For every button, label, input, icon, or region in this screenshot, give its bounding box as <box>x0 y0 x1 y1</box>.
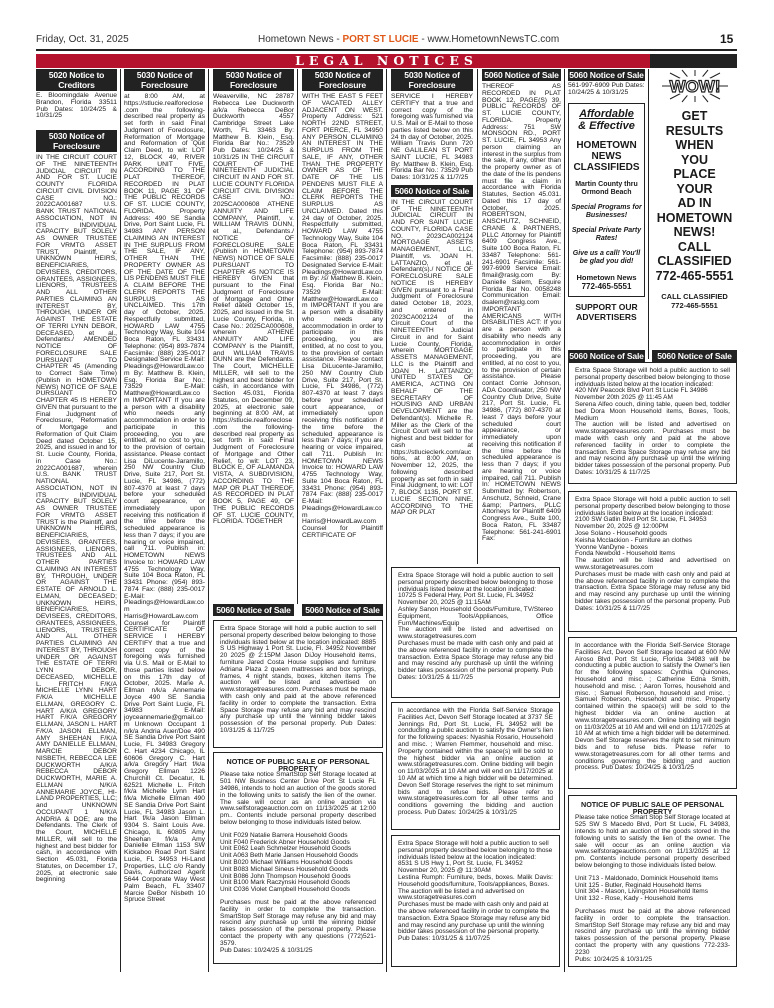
auction-date: November 20, 2025 @ 11:15AM <box>398 599 491 607</box>
notice-text: The auction will be listed and advertised on www.storagetreasures.com <box>398 626 553 641</box>
column-rule <box>120 69 121 972</box>
column-4 <box>302 69 383 601</box>
header-divider <box>36 49 737 51</box>
column-2 <box>124 69 205 972</box>
notice-text: In accordance with the Florida Self-Service Storage Facilities Act, Devon Self Storage located at 600 NW Airoso Blvd Port St Lucie, Florida 34983 will be conducting a public auction to satisfy the Owner's lien for the following spaces: Cynthia Quinones, Household and misc. ; Catherine Edna Smith, household and misc. ; Aaron Torres, household and misc. ; Samuel Roberson, household and misc. ; Samuel Roberson, Household and misc. Property contained within the space(s) will be sold to the highest bidder via an online auction at www.storagetreasures.com. Online bidding will begin on 11/03/2025 at 10 AM and will end on 11/17/2025 at 10 AM at which time a high bidder will be determined. Devon Self Storage reserves the right to set minimum bids and to refuse bids. Please refer to www.storagetreasures.com for all other terms and conditions governing the bidding and auction process. Pub Dates: 10/24/25 & 10/31/25 <box>575 642 730 772</box>
auction-items: Lestina Rumph: Furniture, beds, boxes. Malik Davis: Household goods/furniture, Tools/appliances, Boxes. <box>398 873 553 888</box>
notice-text: WITH THE EAST 5 FEET OF VACATED ALLEY ADJACENT ON WEST. Property Address: 521 NORTH 22ND STREET, FORT PIERCE, FL 34950 ANY PERSON CLAIMING AN INTEREST IN THE SURPLUS FROM THE SALE, IF ANY, OTHER THAN THE PROPERTY OWNER AS OF THE DATE OF THE LIS PENDENS MUST FILE A CLAIM BEFORE THE CLERK REPORTS THE SURPLUS AS UNCLAIMED. Dated this 24 day of October, 2025. Respectfully submitted, HOWARD LAW 4755 Technology Way, Suite 104 Boca Raton, FL 33431 Telephone: (954) 893-7874 Facsimile: (888) 235-0017 Designated Service E-Mail: Pleadings@HowardLaw.com By: /s/ Matthew B. Klein, Esq. Florida Bar No.: 73529 E-Mail: Matthew@HowardLaw.com IMPORTANT If you are a person with a disability who needs any accommodation in order to participate in this proceeding, you are entitled, at no cost to you, to the provision of certain assistance. Please contact Lisa DiLucente-Jaramillo, 250 NW Country Club Drive, Suite 217, Port St. Lucie, FL 34986, (772) 807-4370 at least 7 days before your scheduled court appearance, or immediately upon receiving this notification if the time before the scheduled appearance is less than 7 days; if you are hearing or voice impaired, call 711. Publish In: HOMETOWN NEWS Invoice to: HOWARD LAW 4755 Technology Way, Suite 104 Boca Raton, FL 33431 Phone: (954) 893-7874 Fax: (888) 235-0017 E-Mail: Pleadings@HowardLaw.com Harris@HowardLaw.com Counsel for Plaintiff CERTIFICATE OF <box>302 93 383 539</box>
column-3 <box>213 69 294 601</box>
auction-date: November 20, 2025 @ 12:00PM <box>575 523 669 531</box>
unit-item: Unit 132 - Rose, Kady - Household Items <box>575 895 694 903</box>
section-header: 5060 Notice of Sale <box>652 350 737 362</box>
notice-box-smartstop-macedo <box>568 795 737 967</box>
wow-sub-phone[interactable]: 772-465-5551 <box>671 301 718 310</box>
notice-text: Weaverville, NC 28787 Rebecca Lee Duckworth a/k/a Rebecca DeBor Duckworth 4557 Cambridge Street Lake Worth, FL 33463 By: Matthew B. Klein, Esq. Florida Bar No.: 73529 Pub Dates: 10/24/25 & 10/31/25 IN THE CIRCUIT COURT OF THE NINETEENTH JUDICIAL CIRCUIT IN AND FOR ST. LUCIE COUNTY FLORIDA CIRCUIT CIVIL DIVISION CASE NO.: 2025CA000608 ATHENE ANNUITY AND LIFE COMPANY, Plaintiff, v. WILLIAM TRAVIS DUNN, et al., Defendants./ NOTICE OF FORECLOSURE SALE (Publish in HOMETOWN NEWS) NOTICE OF SALE PURSUANT TO CHAPTER 45 NOTICE IS HEREBY GIVEN that pursuant to the Final Judgment of Foreclosure of Mortgage and Other Relief dated October 15, 2025, and issued in the St. Lucie County, Florida, in Case No.: 2025CA000608, wherein ATHENE ANNUITY AND LIFE COMPANY is the Plaintiff, and WILLIAM TRAVIS DUNN are the Defendants. The Court, MICHELLE MILLER, will sell to the highest and best bidder for cash, in accordance with Section 45.031, Florida Statutes, on December 09, 2025, at electronic sale beginning at 8:00 AM, at https://stlucie.realforeclose.com the following-described real property as set forth in said Final Judgment of Foreclosure of Mortgage and Other Relief, to wit: LOT 23, BLOCK E, OF ALAMANDA VISTA, A SUBDIVISION, ACCORDING TO THE MAP OR PLAT THEREOF, AS RECORDED IN PLAT BOOK 5, PAGE 49, OF THE PUBLIC RECORDS OF ST. LUCIE COUNTY, FLORIDA. TOGETHER <box>213 93 294 526</box>
section-header: 5060 Notice of Sale <box>302 604 383 616</box>
section-header: 5030 Notice of Foreclosure <box>213 69 294 91</box>
notice-text: The auction will be listed and advertised on www.storagetreasures.com <box>575 557 730 571</box>
section-header: 5030 Notice of Foreclosure <box>36 130 117 152</box>
notice-text: THEREOF AS RECORDED IN PLAT BOOK 12, PAGE(S) 39, PUBLIC RECORDS OF ST. LUCIE COUNTY, FLORIDA. Property Address: 751 SW MONSOON RD., PORT ST. LUCIE, FL 34953 Any person claiming an interest in the surplus from the sale, if any, other than the property owner as of the date of the lis pendens must file a claim in accordance with Florida Statutes, Section 45.031. Dated this 17 day of October, 2025. ROBERTSON, ANSCHUTZ, SCHNEID, CRANE & PARTNERS, PLLC Attorney for Plaintiff 6409 Congress Ave., Suite 100 Boca Raton, FL 33487 Telephone: 561-241-6901 Facsimile: 561-997-6909 Service Email: flmail@raslg.com By: Danielle Salem, Esquire Florida Bar No. 0058248 Communication Email: dsalem@raslg.com IMPORTANT AMERICANS WITH DISABILITIES ACT: If you are a person with a disability who needs any accommodation in order to participate in this proceeding, you are entitled, at no cost to you, to the provision of certain assistance. Please contact Corrie Johnson, ADA Coordinator, 250 NW Country Club Drive, Suite 217, Port St. Lucie, FL 34986, (772) 807-4370 at least 7 days before your scheduled court appearance, or immediately upon receiving this notification if the time before the scheduled appearance is less than 7 days; if you are hearing or voice impaired, call 711. Publish In: HOMETOWN NEWS Submitted by: Robertson, Anschutz, Schneid, Crane &amp; Partners, PLLC Attorneys for Plaintiff 6409 Congress Ave., Suite 100, Boca Raton, FL 33487 Telephone: 561-241-6901 Fax: <box>482 83 561 543</box>
notice-text: Extra Space Storage will hold a public auction to sell personal property described below belonging to those individuals listed below at the location indicated: <box>575 367 730 388</box>
notice-text: Extra Space Storage will hold a public auction to sell personal property described below belonging to those individuals listed below at the location indicated: <box>575 496 730 517</box>
unit-item: Unit B100 Mark Raczynski Household Goods <box>220 879 351 887</box>
section-header: 5030 Notice of Foreclosure <box>124 69 205 91</box>
notice-title: NOTICE OF PUBLIC SALE OF PERSONAL PROPERTY <box>581 800 724 817</box>
section-header: 5060 Notice of Sale <box>213 604 294 616</box>
legal-notices-banner <box>36 54 737 68</box>
notice-title: NOTICE OF PUBLIC SALE OF PERSONAL PROPERTY <box>226 757 370 774</box>
notice-text: Please take notice SmartStop Self Storage located at 501 NW Business Center Drive Port St Lucie FL 34986, intends to hold an auction of the goods stored in the following units to satisfy the lien of the owner. The sale will occur as an online auction via www.selfstorageauction.com on 11/13/2025 at 12:00 pm.. Contents include personal property described below belonging to those individuals listed below. <box>220 771 376 826</box>
notice-text: E. Bloomingdale Avenue Brandon, Florida 33511 Pub Dates: 10/24/25 & 10/31/25 <box>36 92 117 120</box>
notice-text: The auction will be listed a nd advertised on www.storagetreasures.com <box>398 887 525 902</box>
pub-dates: Pub Dates: 10/24/25 & 10/31/25 <box>220 946 313 954</box>
wow-classified-ad[interactable] <box>652 69 737 351</box>
notice-text: SERVICE I HEREBY CERTIFY that a true and correct copy of the foregoing was furnished via U.S. Mail or E-Mail to those parties listed below on this 24 th day of October, 2025. William Travis Dunn 720 NE GALILEAN ST PORT SAINT LUCIE, FL 34983 By: Matthew B. Klein, Esq. Florida Bar No.: 73529 Pub Dates: 10/31/25 & 11/7/25 <box>391 93 473 181</box>
section-header: 5030 Notice of Foreclosure <box>302 69 383 91</box>
section-header: 5020 Notice to Creditors <box>36 69 117 91</box>
column-5 <box>391 69 473 563</box>
auction-item: Jose Solano - Household goods <box>575 529 668 537</box>
wow-line: PLACE <box>673 167 716 181</box>
edition-name: PORT ST LUCIE <box>342 34 419 45</box>
unit-item: Unit B086 John Thompson Household Goods <box>220 872 351 880</box>
auction-address: 2100 SW Gatlin Blvd Port St. Lucie, FL 34953 <box>575 516 707 524</box>
notice-box-devon-airoso <box>568 637 737 789</box>
wow-line: WHEN <box>675 138 714 152</box>
ad-phone[interactable]: 772-465-5551 <box>581 281 632 291</box>
notice-text: Purchases must be made with cash only and paid at the above referenced facility in order to complete the transaction. Extra Space Storage may refuse any bid and may rescind any purchase up until the winning bidder takes possession of the personal property. Pub Dates: 10/31/25 & 11/7/25 <box>575 570 730 612</box>
affordable-classifieds-ad[interactable] <box>568 103 645 297</box>
notice-box-extra-space-10725 <box>391 567 560 698</box>
unit-item: Unit B020 Michael Williams Household Goods <box>220 858 353 866</box>
wow-line: YOUR <box>676 181 713 196</box>
notice-text: IN THE CIRCUIT COURT OF THE NINETEENTH JUDICIAL CIRCUIT IN AND FOR SAINT LUCIE COUNTY, FLORIDA CASE NO. 2023CA002124 MORTGAGE ASSETS MANAGEMENT, LLC, Plaintiff, vs. JOAN H. LATTANZIO, et al. Defendant(s)./ NOTICE OF FORECLOSURE SALE NOTICE IS HEREBY GIVEN pursuant to a Final Judgment of Foreclosure dated October 18, 2023, and entered in 2023CA002124 of the Circuit Court of the NINETEENTH Judicial Circuit in and for Saint Lucie County, Florida, wherein MORTGAGE ASSETS MANAGEMENT, LLC is the Plaintiff and JOAN H. LATTANZIO; UNITED STATES OF AMERICA, ACTING ON BEHALF OF THE SECRETARY OF HOUSING AND URBAN DEVELOPMENT are the Defendant(s). Michelle R. Miller as the Clerk of the Circuit Court will sell to the highest and best bidder for cash at https://stlucieclerk.com/auctions, at 8:00 AM, on November 12, 2025, the following described property as set forth in said Final Judgment, to wit: LOT 7, BLOCK 1135, PORT ST. LUCIE SECTION NINE, ACCORDING TO THE MAP OR PLAT <box>391 198 473 517</box>
notice-box-extra-space-8885 <box>213 620 383 748</box>
auction-item: Yvonne VanDyne - boxes <box>575 543 648 551</box>
wow-line: YOU <box>680 152 709 167</box>
section-header: 5030 Notice of Foreclosure <box>391 69 473 91</box>
notice-box-smartstop-business-center <box>213 752 383 964</box>
auction-items: Serena Alfeo couch, dining table, queen bed, toddler bed Dora Moon Household items, Boxes, Tools, Medium <box>575 400 730 422</box>
section-header: 5060 Notice of Sale <box>569 70 644 80</box>
website[interactable]: - www.HometownNewsTC.com <box>418 34 560 45</box>
unit-item: Unit C036 Violet Campbell Household Goods <box>220 886 350 894</box>
notice-text: In accordance with the Florida Self-Service Storage Facilities Act, Devon Self Storage located at 3737 SE Jennings Rd, Port St. Lucie, FL 34952 will be conducting a public auction to satisfy the Owner's lien for the following spaces: Nyashia Rosario, Household and misc. ; Warren Flemmer, household and misc. Property contained within the space(s) will be sold to the highest bidder via an online auction at www.storagetreasures.com. Online bidding will begin on 11/03/2025 at 10 AM and will end on 11/17/2025 at 10 AM at which time a high bidder will be determined. Devon Self Storage reserves the right to set minimum bids and to refuse bids. Please refer to www.storagetreasures.com for all other terms and conditions governing the bidding and auction process. Pub Dates: 10/24/25 & 10/31/25 <box>398 707 553 816</box>
ad-offer: Special Programs for Businesses! <box>571 203 642 219</box>
paper-name: Hometown News - <box>258 34 343 45</box>
notice-text: Please take notice Smart Stop Self Storage located at 525 SW S Macedo Blvd, Port St Lucie, FL 34983, intends to hold an auction of the goods stored in the following units to satisfy the lien of the owner. The sale will occur as an online auction via www.selfstorageauctions.com on 11/13/2025 at 12 pm. Contents include personal property described below belonging to those individuals listed below. <box>575 814 731 869</box>
svg-text:WOW!: WOW! <box>669 77 720 96</box>
unit-item: Unit F040 Frederick Abner Household Goods <box>220 838 350 846</box>
banner-title: LEGAL NOTICES <box>295 53 478 68</box>
auction-item: Fonda Newbold - Household Items <box>575 550 676 558</box>
issue-date: Friday, Oct. 31, 2025 <box>36 34 129 45</box>
auction-date: November 20th 2025 @ 11:45 AM <box>575 394 673 402</box>
column-rule <box>648 69 649 359</box>
wow-sub: CALL CLASSIFIED <box>661 292 728 301</box>
wow-line: CALL <box>677 239 712 254</box>
wow-phone[interactable]: 772-465-5551 <box>655 268 734 283</box>
column-rule <box>208 69 209 972</box>
column-rule <box>564 69 565 972</box>
column-rule <box>477 69 478 564</box>
wow-line: GET <box>681 109 708 123</box>
wow-line: NEWS! <box>673 225 716 239</box>
unit-item: Unit E062 Leah Schmelzer Household Goods <box>220 845 352 853</box>
wow-line: RESULTS <box>665 123 724 138</box>
notice-text: Purchases must be made with cash only and paid at the above referenced facility in order to complete the transaction. Extra Space Storage may refuse any bid and may rescind any purchase up until the winning bidder takes possession of the personal property. <box>398 901 551 936</box>
column-6 <box>482 69 561 563</box>
masthead-line <box>258 34 559 45</box>
auction-date: November 20, 2025 @ 11:30AM <box>398 867 491 875</box>
column-7 <box>568 69 645 359</box>
ad-headline: & Effective <box>578 119 635 132</box>
section-header: 5060 Notice of Sale <box>569 351 644 361</box>
notice-text: Extra Space Storage will hold a public auction to sell personal property described below belonging to those individuals listed below at the location indicated: 8885 S US Highway 1 Port St. Lucie, Fl. 34952 November 20 2025 @ 2:15PM Jason DiJoy Household items, furniture Jared Costa House supplies and furniture Adriana Plaza 2 queen mattresses and box springs, frames, 4 night stands, boxes, kitchen items The auction will be listed and advertised on www.storagetreasures.com. Purchases must be made with cash only and paid at the above referenced facility in order to complete the transaction. Extra Space Storage may refuse any bid and may rescind any purchase up until the winning bidder takes possession of the personal property. Pub Dates: 10/31/25 & 11/7/25 <box>220 625 376 734</box>
ad-title: HOMETOWN NEWS CLASSIFIEDS <box>573 139 640 173</box>
auction-address: 10725 S Federal Hwy, Port St. Lucie, FL 34952 <box>398 592 534 600</box>
notice-box-extra-space-2100 <box>568 491 737 632</box>
auction-items: Ashley Sanon Household Goods/Furniture, TV/Stereo Equipment, Tools/Appliances, Office Furn/Machines/Equip <box>398 605 553 627</box>
notice-text: The auction will be listed and advertised on www.storagetreasures.com. Purchases must be made with cash only and paid at the above referenced facility in order to complete the transaction. Extra Space Storage may refuse any bid and may rescind any purchase up until the winning bidder takes possession of the personal property. Pub Dates: 10/31/25 & 11/7/25 <box>575 421 730 476</box>
column-rule <box>297 69 298 604</box>
wow-starburst-icon <box>660 69 730 103</box>
wow-line: CLASSIFIED <box>657 254 732 268</box>
pub-dates: Pub Dates: 10/31/25 & 11/07/25 <box>398 935 491 943</box>
notice-box-extra-space-420 <box>568 362 737 484</box>
notice-text: Purchases must be paid at the above referenced facility in order to complete the transaction. SmartStop Self Storage may refuse any bid and may rescind any purchase up until the winning bidder takes possession of the personal property. Please contact the property with any questions (772)521-3579. <box>220 898 376 947</box>
auction-address: 8531 S US Hwy 1, Port St. Lucie, FL 34952 <box>398 860 523 868</box>
ad-coverage: Martin County thru Ormond Beach <box>575 180 638 196</box>
page-number: 15 <box>720 32 734 46</box>
notice-text: Extra Space Storage will hold a public auction to sell personal property described below belonging to those individuals listed below at the location indicated: <box>398 840 553 861</box>
notice-text: IN THE CIRCUIT COURT OF THE NINETEENTH JUDICIAL CIRCUIT IN AND FOR ST. LUCIE COUNTY FLORIDA CIRCUIT CIVIL DIVISION CASE NO.: 2022CA001687 U.S. BANK TRUST NATIONAL ASSOCIATION, NOT IN ITS INDIVIDUAL CAPACITY BUT SOLELY AS OWNER TRUSTEE FOR VRMTG ASSET TRUST, Plaintiff, v. UNKNOWN HEIRS, BENEFICIARIES, DEVISEES, CREDITORS, GRANTEES, ASSIGNEES, LIENORS, TRUSTEES AND ALL OTHER PARTIES CLAIMING AN INTEREST BY, THROUGH, UNDER OR AGAINST THE ESTATE OF TERRI LYNN DEBOR, DECEASED, et al., Defendants./ AMENDED NOTICE OF FORECLOSURE SALE PURSUANT TO CHAPTER 45 (Amending to Correct Sale Time) (Publish in HOMETOWN NEWS) NOTICE OF SALE PURSUANT TO CHAPTER 45 IS HEREBY GIVEN that pursuant to the Final Judgment of Foreclosure, Reformation of Mortgage and Reformation of Quit Claim Deed dated October 15, 2025, and issued in and for St. Lucie County, Florida, in Case No.: 2022CA001687, wherein U.S. BANK TRUST NATIONAL ASSOCIATION, NOT IN ITS INDIVIDUAL CAPACITY BUT SOLELY AS OWNER TRUSTEE FOR VRMTG ASSET TRUST is the Plaintiff, and UNKNOWN HEIRS, BENEFICIARIES, DEVISEES, GRANTEES, ASSIGNEES, LIENORS, TRUSTEES AND ALL OTHER PARTIES CLAIMING AN INTEREST BY, THROUGH, UNDER OR AGAINST THE ESTATE OF ARNOLD L. ELMAN, DECEASED; UNKNOWN HEIRS, BENEFICIARIES, DEVISEES, CREDITORS, GRANTEES, ASSIGNEES, LIENORS, TRUSTEES AND ALL OTHER PARTIES CLAIMING AN INTEREST BY, THROUGH UNDER OR AGAINST THE ESTATE OF TERRI LYNN DEBOR, DECEASED, MICHELLE L. FRITCH F/K/A MICHELLE LYNN HART F/K/A MICHELLE ELLMAN, GREGORY C. HART A/K/A GREGORY HART F/K/A GREGORY ELLMAN, JASON L. HART F/K/A JASON ELLMAN, AMY SHEEHAN F/K/A AMY DANIELLE ELLMAN, MARCIE DEBOR NISBETH, REBECCA LEE DUCKWORTH A/K/A REBECCA DEBOR DUCKWORTH, MARIE A. ELLMAN N/K/A ANNEMARIE JOYCE, HI-LAND PROPERTIES, LLC; and UNKNOWN OCCUPANT 1 N/K/A ANDRIA & DOE; are the Defendants. The Clerk of the Court, MICHELLE MILLER, will sell to the highest and best bidder for cash, in accordance with Section 45.031, Florida Statutes, on December 17, 2025, at electronic sale beginning <box>36 154 117 884</box>
notice-text: Purchases must be made with cash only and paid at the above referenced facility in order to complete the transaction. Extra Space Storage may refuse any bid and may rescind any purchase up until the winning bidder takes possession of the personal property. Pub Dates: 10/31/25 & 11/7/25 <box>398 639 553 681</box>
wow-line: HOMETOWN <box>656 210 733 225</box>
wow-line: AD IN <box>677 196 712 210</box>
support-advertisers: SUPPORT OUR ADVERTISERS <box>575 301 638 322</box>
column-1 <box>36 69 117 972</box>
section-header: 5060 Notice of Sale <box>482 69 561 81</box>
auction-item: Keisha Mcclackion - Furniture an clothes <box>575 536 693 544</box>
ad-brand: Hometown News <box>576 272 637 282</box>
ad-offer: Special Private Party Rates! <box>571 226 642 242</box>
pub-dates: Pubs: 10/24/25 & 10/31/25 <box>575 955 652 963</box>
notice-text: Purchases must be paid at the above referenced facility in order to complete the transaction. SmartStop Self Storage may refuse any bid and may rescind any purchase up until the winning bidder takes possession of the personal property. Please contact the property with any questions 772-233-2230 <box>575 907 730 956</box>
notice-text: Extra Space Storage will hold a public auction to sell personal property described below belonging to those individuals listed below at the location indicated: <box>398 572 553 593</box>
auction-address: 420 NW Peacock Blvd Port St Lucie FL 34986 <box>575 387 708 395</box>
notice-box-extra-space-8531 <box>391 835 560 967</box>
unit-item: Unit 304 - Mason, Livingston Household Items <box>575 888 708 896</box>
unit-item: Unit 125 - Butler, Reginald Household Items <box>575 881 702 889</box>
ad-callout: Give us a call! You'll be glad you did! <box>572 249 641 265</box>
ad-headline: Affordable <box>579 107 634 120</box>
unit-item: Unit A063 Beth Marie Jansen Household Goods <box>220 852 359 860</box>
unit-item: Unit 713 - Maldonado, Dominick Household Items <box>575 874 719 882</box>
notice-box-devon-jennings <box>391 702 560 830</box>
section-header: 5060 Notice of Sale <box>391 185 473 197</box>
column-rule <box>386 69 387 972</box>
unit-item: Unit F029 Natalie Barrera Household Goods <box>220 831 348 839</box>
notice-text: 561-997-6909 Pub Dates: 10/24/25 & 10/31/25 <box>568 82 645 96</box>
notice-text: at 8:00 AM, at https://stlucie.realforeclose.com the following-described real property as set forth in said Final Judgment of Foreclosure, Reformation of Mortgage and Reformation of Quit Claim Deed, to wit: LOT 12, BLOCK 49, RIVER PARK UNIT FIVE, ACCORDING TO THE PLAT THEREOF, RECORDED IN PLAT BOOK 11, PAGE 31 OF THE PUBLIC RECORDS OF ST. LUCIE COUNTY, FLORIDA. Property Address: 490 SE Sandia Drive, Port Saint Lucie, FL 34983 ANY PERSON CLAIMING AN INTEREST IN THE SURPLUS FROM THE SALE, IF ANY, OTHER THAN THE PROPERTY OWNER AS OF THE DATE OF THE LIS PENDENS MUST FILE A CLAIM BEFORE THE CLERK REPORTS THE SURPLUS AS UNCLAIMED. This 17th day of October, 2025. Respectfully submitted, HOWARD LAW 4755 Technology Way, Suite 104 Boca Raton, FL 33431 Telephone: (954) 893-7874 Facsimile: (888) 235-0017 Designated Service E-Mail: Pleadings@HowardLaw.com By: Matthew B. Klein, Esq. Florida Bar No.: 73529 E-Mail: Matthew@HowardLaw.com IMPORTANT If you are a person with a disability who needs any accommodation in order to participate in this proceeding, you are entitled, at no cost to you, to the provision of certain assistance. Please contact Lisa DiLucente-Jaramillo, 250 NW Country Club Drive, Suite 217, Port St. Lucie, FL 34986, (772) 807-4370 at least 7 days before your scheduled court appearance, or immediately upon receiving this notification if the time before the scheduled appearance is less than 7 days; if you are hearing or voice impaired, call 711. Publish in: HOMETOWN NEWS Invoice to: HOWARD LAW 4755 Technology Way, Suite 104 Boca Raton, FL 33431 Phone: (954) 893-7874 Fax: (888) 235-0017 E-Mail: Pleadings@HowardLaw.com Harris@HowardLaw.com Counsel for Plaintiff CERTIFICATE OF SERVICE I HEREBY CERTIFY that a true and correct copy of the foregoing was furnished via U.S. Mail or E-Mail to those parties listed below on this 17th day of October, 2025. Marie A. Ellman n/k/a Annemarie Joyce 490 SE Sandia Drive Port Saint Lucie, FL 34983 E-Mail: joyceannemarie@gmail.com Unknown Occupant 1 n/k/a Andria Auer/Doe 490 SE Sandia Drive Port Saint Lucie, FL 34983 Gregory C. Hart 4234 Chicago, IL 60606 Gregory C. Hart a/k/a Gregory Hart f/k/a Gregory Ellman 1226 Churchill Ct. Decatur, IL 62521 Michelle L. Fritch f/k/a Michelle Lynn Hart f/k/a Michelle Ellman 490 SE Sandia Drive Port Saint Lucie, FL 34983 Jason L. Hart f/k/a Jason Ellman 9304 S. Saint Louis Ave. Chicago, IL 60805 Amy Sheehan f/k/a Amy Danielle Ellman 1153 SW Kickaboo Road Port Saint Lucie, FL 34953 Hi-Land Properties, LLC c/o Randy Davis, Authorized Agent 5644 Corporate Way West Palm Beach, FL 33407 Marcie DeBor Nisbeth 10 Spruce Street <box>124 93 205 904</box>
unit-item: Unit B083 Michael Sineus Household Goods <box>220 865 349 873</box>
